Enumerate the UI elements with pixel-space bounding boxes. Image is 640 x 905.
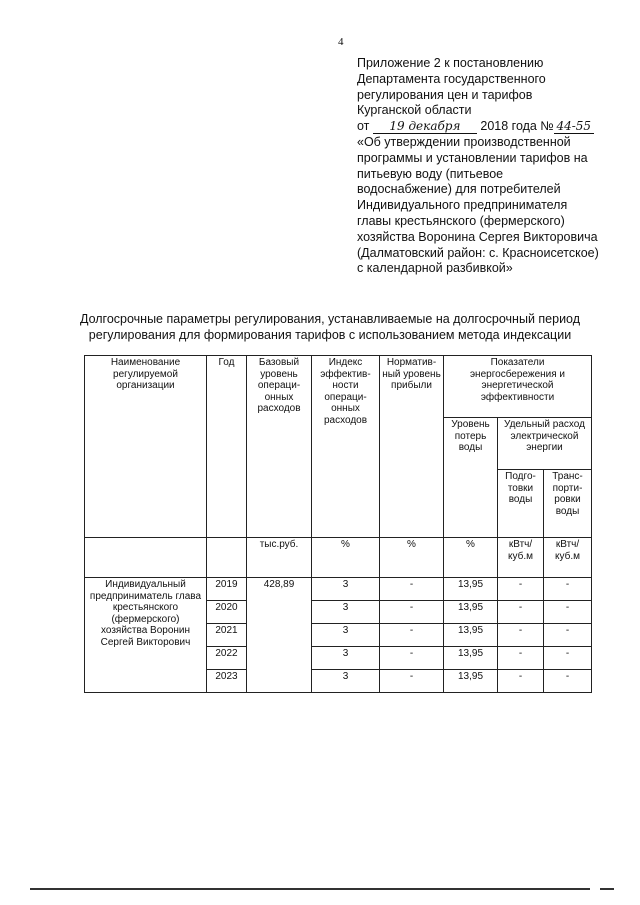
row-year: 2021 <box>207 624 247 647</box>
row-losses: 13,95 <box>444 601 498 624</box>
header-title-line: Индивидуального предпринимателя <box>357 198 568 213</box>
row-profit: - <box>380 601 444 624</box>
row-losses: 13,95 <box>444 578 498 601</box>
page-number: 4 <box>338 36 344 48</box>
row-prep: - <box>498 624 544 647</box>
header-date-line <box>357 119 627 135</box>
units-empty-cell <box>85 538 207 578</box>
unit-profit: % <box>380 538 444 578</box>
date-prefix: от <box>357 119 370 134</box>
units-empty-cell <box>207 538 247 578</box>
header-base-costs: Базовый уровень операци-онных расходов <box>247 356 312 538</box>
section-title-line: регулирования для формирования тарифов с использованием метода индексации <box>88 328 572 342</box>
regulation-params-table <box>84 355 592 693</box>
row-losses: 13,95 <box>444 647 498 670</box>
handwritten-date: 19 декабря <box>373 120 477 134</box>
row-prep: - <box>498 670 544 693</box>
handwritten-number: 44-55 <box>554 120 594 134</box>
row-year: 2019 <box>207 578 247 601</box>
header-title-line: с календарной разбивкой» <box>357 261 513 276</box>
row-year: 2020 <box>207 601 247 624</box>
header-efficiency-index: Индекс эффектив-ности операци-онных расходов <box>312 356 380 538</box>
row-index: 3 <box>312 670 380 693</box>
header-line: Приложение 2 к постановлению <box>357 56 544 70</box>
date-year-text: 2018 года № <box>480 119 554 134</box>
row-prep: - <box>498 601 544 624</box>
header-title-line: питьевую воду (питьевое <box>357 166 504 181</box>
row-transport: - <box>544 647 592 670</box>
header-profit-level: Норматив-ный уровень прибыли <box>380 356 444 538</box>
header-energy-indicators: Показатели энергосбережения и энергетической эффективности <box>444 356 592 418</box>
header-water-transport: Транс-порти-ровки воды <box>544 470 592 538</box>
row-losses: 13,95 <box>444 624 498 647</box>
unit-losses: % <box>444 538 498 578</box>
section-title <box>70 311 590 343</box>
table-row <box>85 578 592 601</box>
header-title-line: хозяйства Воронина Сергея Викторовича <box>357 229 598 244</box>
unit-transport: кВтч/ куб.м <box>544 538 592 578</box>
row-profit: - <box>380 624 444 647</box>
row-transport: - <box>544 670 592 693</box>
org-name: Индивидуальный предприниматель глава крестьянского (фермерского) хозяйства Воронин Сергей Викторович <box>85 578 207 693</box>
header-line: Департамента государственного <box>357 71 546 86</box>
row-transport: - <box>544 624 592 647</box>
section-title-line: Долгосрочные параметры регулирования, устанавливаемые на долгосрочный период <box>79 312 581 326</box>
row-transport: - <box>544 578 592 601</box>
base-costs-value: 428,89 <box>247 578 312 693</box>
row-index: 3 <box>312 578 380 601</box>
header-title-line: главы крестьянского (фермерского) <box>357 213 565 228</box>
row-index: 3 <box>312 601 380 624</box>
row-profit: - <box>380 578 444 601</box>
header-electric-consumption: Удельный расход электрической энергии <box>498 418 592 470</box>
header-line: Курганской области <box>357 103 472 118</box>
row-losses: 13,95 <box>444 670 498 693</box>
header-year: Год <box>207 356 247 538</box>
header-title-line: «Об утверждении производственной <box>357 134 571 149</box>
row-index: 3 <box>312 624 380 647</box>
unit-prep: кВтч/ куб.м <box>498 538 544 578</box>
header-water-losses: Уровень потерь воды <box>444 418 498 538</box>
unit-index: % <box>312 538 380 578</box>
bottom-rule <box>30 888 590 890</box>
row-profit: - <box>380 647 444 670</box>
row-transport: - <box>544 601 592 624</box>
row-prep: - <box>498 647 544 670</box>
header-water-preparation: Подго-товки воды <box>498 470 544 538</box>
row-index: 3 <box>312 647 380 670</box>
bottom-rule <box>600 888 614 890</box>
header-line: регулирования цен и тарифов <box>357 87 533 102</box>
unit-base: тыс.руб. <box>247 538 312 578</box>
header-title-line: (Далматовский район: с. Красноисетское) <box>357 245 599 260</box>
row-prep: - <box>498 578 544 601</box>
row-year: 2023 <box>207 670 247 693</box>
header-title-line: водоснабжение) для потребителей <box>357 182 561 197</box>
header-org: Наименование регулируемой организации <box>85 356 207 538</box>
row-year: 2022 <box>207 647 247 670</box>
row-profit: - <box>380 670 444 693</box>
header-title-line: программы и установлении тарифов на <box>357 150 588 165</box>
appendix-header <box>357 56 627 277</box>
